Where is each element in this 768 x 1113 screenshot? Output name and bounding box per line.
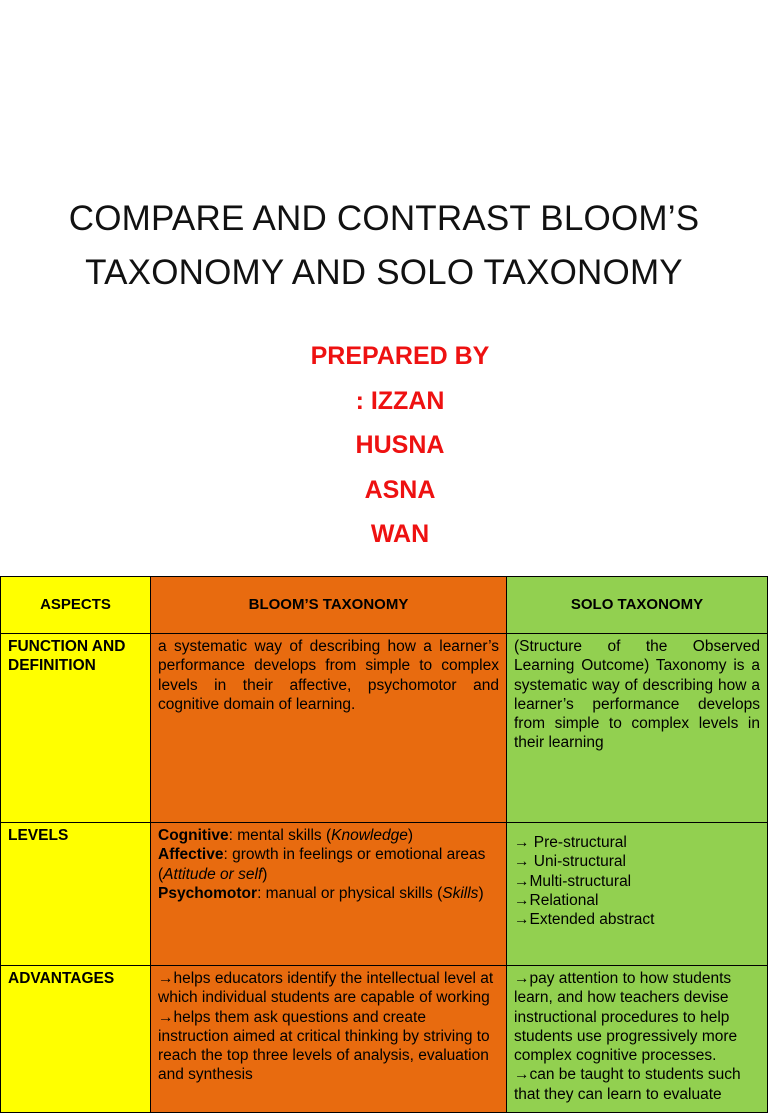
solo-advantage-item: →pay attention to how students learn, and how teachers devise instructional procedures to help students use progressively more complex cognitive processes. (514, 970, 738, 1065)
bloom-advantage-item: →helps educators identify the intellectual level at which individual students are capable of working (158, 970, 494, 1007)
solo-advantages (507, 966, 768, 1113)
level-desc: : manual or physical skills ( (257, 884, 443, 902)
author-name: HUSNA (355, 431, 445, 459)
level-desc: : mental skills ( (228, 827, 332, 844)
solo-level-item: →Extended abstract (514, 911, 655, 929)
author-name: WAN (370, 520, 430, 548)
comparison-table (0, 576, 768, 1113)
table-header-row (1, 577, 768, 634)
prepared-by-block (0, 334, 768, 557)
slide-title-line-1: COMPARE AND CONTRAST BLOOM’S (68, 199, 700, 238)
solo-levels (507, 823, 768, 966)
level-term: Psychomotor (158, 884, 258, 902)
solo-level-item: → Pre-structural (514, 834, 627, 851)
level-close: ) (407, 827, 413, 844)
solo-advantage-item: →can be taught to students such that they can learn to evaluate (514, 1066, 741, 1103)
author-name: ASNA (364, 475, 436, 504)
bloom-level-psychomotor (158, 884, 499, 903)
aspect-function: FUNCTION AND DEFINITION (1, 634, 151, 823)
solo-level-item: →Multi-structural (514, 872, 632, 890)
bloom-function: a systematic way of describing how a learner’s performance develops from simple to complex levels in their affective, psychomotor and cognitive domain of learning. (151, 634, 507, 823)
solo-level-item: → Uni-structural (514, 853, 626, 871)
bloom-advantages (151, 966, 507, 1113)
bloom-advantage-item: →helps them ask questions and create instruction aimed at critical thinking by striving to reach the top three levels of analysis, evaluation and synthesis (158, 1008, 490, 1084)
bloom-level-affective (158, 845, 499, 884)
prepared-by-label: PREPARED BY (310, 342, 490, 370)
aspect-advantages: ADVANTAGES (1, 966, 151, 1113)
author-name: : IZZAN (355, 386, 445, 415)
level-italic: Skills (442, 884, 479, 902)
bloom-level-cognitive (158, 826, 499, 845)
level-close: ) (478, 884, 484, 902)
level-italic: Knowledge (331, 827, 408, 844)
level-italic: Attitude or self (163, 865, 263, 883)
header-solo: SOLO TAXONOMY (507, 577, 768, 634)
table-row (1, 966, 768, 1113)
level-close: ) (262, 865, 268, 883)
solo-level-item: →Relational (514, 891, 599, 909)
level-desc: : growth in feelings or emotional areas ( (158, 846, 486, 883)
solo-function: (Structure of the Observed Learning Outcome) Taxonomy is a systematic way of describing how a learner’s performance develops from simple to complex levels in their learning (507, 634, 768, 823)
header-aspects: ASPECTS (1, 577, 151, 634)
slide-title (0, 192, 768, 300)
level-term: Cognitive (158, 827, 229, 844)
header-bloom: BLOOM’S TAXONOMY (151, 577, 507, 634)
table-row (1, 634, 768, 823)
slide-title-line-2: TAXONOMY AND SOLO TAXONOMY (85, 253, 683, 292)
table-row (1, 823, 768, 966)
bloom-levels (151, 823, 507, 966)
level-term: Affective (158, 846, 224, 864)
aspect-levels: LEVELS (1, 823, 151, 966)
